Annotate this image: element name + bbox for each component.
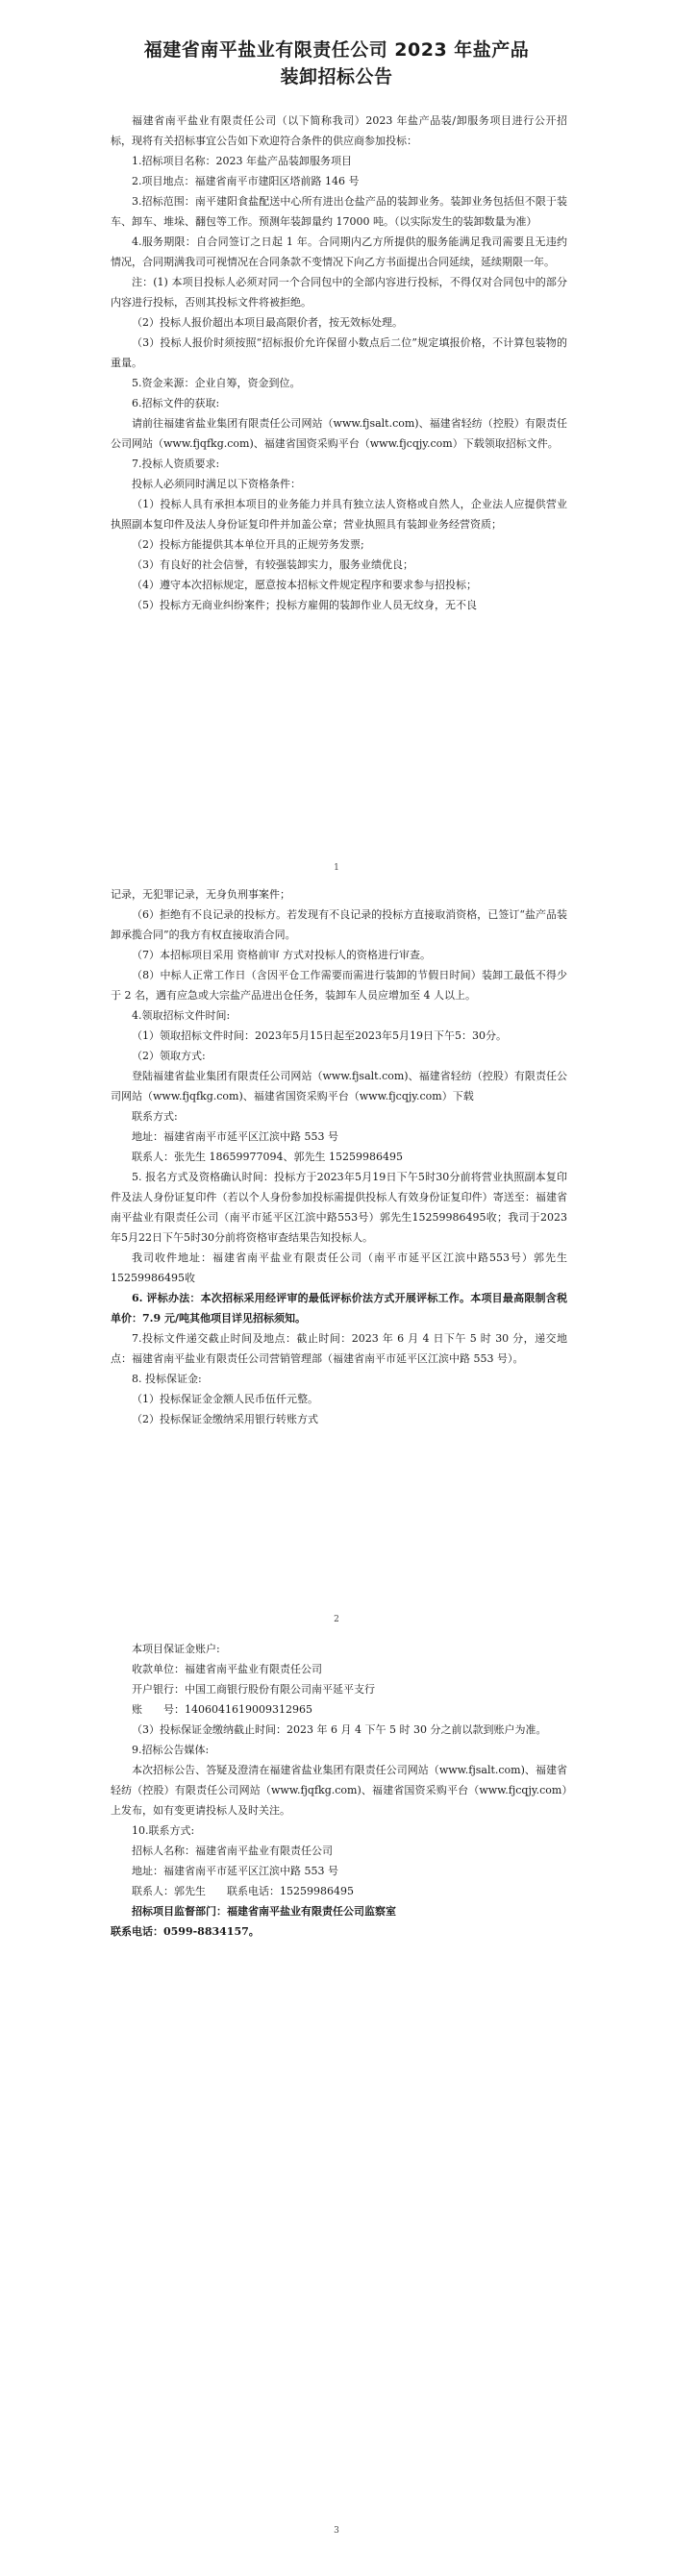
paragraph: （3）投标保证金缴纳截止时间：2023 年 6 月 4 下午 5 时 30 分之前以款到账户为准。 xyxy=(132,1723,547,1736)
paragraph: （7）本招标项目采用 资格前审 方式对投标人的资格进行审查。 xyxy=(132,949,431,961)
page-number: 1 xyxy=(334,863,339,873)
document-header xyxy=(0,37,673,90)
paragraph: （3）有良好的社会信誉，有较强装卸实力，服务业绩优良； xyxy=(132,558,413,571)
paragraph: 请前往福建省盐业集团有限责任公司网站（www.fjsalt.com)、福建省轻纺（控股）有限责任公司网站（www.fjqfkg.com)、福建省国资采购平台（www.fjcqjy.com）下载领取招标文件。 xyxy=(111,417,567,450)
page-1-body xyxy=(111,111,567,615)
paragraph: （1）投标保证金金额人民币伍仟元整。 xyxy=(132,1393,318,1405)
paragraph: 开户银行：中国工商银行股份有限公司南平延平支行 xyxy=(132,1683,375,1696)
paragraph: （5）投标方无商业纠纷案件；投标方雇佣的装卸作业人员无纹身，无不良 xyxy=(132,599,477,611)
paragraph: 招标人名称：福建省南平盐业有限责任公司 xyxy=(132,1845,333,1857)
paragraph: 4.领取招标文件时间: xyxy=(132,1009,231,1022)
paragraph: 记录，无犯罪记录，无身负刑事案件； xyxy=(111,888,290,901)
document-title-line2: 装卸招标公告 xyxy=(280,66,393,87)
paragraph: 地址：福建省南平市延平区江滨中路 553 号 xyxy=(132,1865,338,1877)
page-3-body xyxy=(111,1639,567,1942)
paragraph: （2）投标方能提供其本单位开具的正规劳务发票; xyxy=(132,538,364,551)
paragraph: 我司收件地址：福建省南平盐业有限责任公司（南平市延平区江滨中路553号）郭先生15259986495收 xyxy=(111,1251,567,1284)
paragraph: 2.项目地点：福建省南平市建阳区塔前路 146 号 xyxy=(132,175,360,187)
paragraph: 地址：福建省南平市延平区江滨中路 553 号 xyxy=(132,1130,338,1143)
paragraph: 招标项目监督部门：福建省南平盐业有限责任公司监察室 xyxy=(132,1905,396,1918)
paragraph: 收款单位：福建省南平盐业有限责任公司 xyxy=(132,1663,322,1675)
paragraph: 3.招标范围：南平建阳食盐配送中心所有进出仓盐产品的装卸业务。装卸业务包括但不限于装车、卸车、堆垛、翻包等工作。预测年装卸量约 17000 吨。（以实际发生的装卸数量为准） xyxy=(111,195,567,228)
paragraph: 本次招标公告、答疑及澄清在福建省盐业集团有限责任公司网站（www.fjsalt.com)、福建省轻纺（控股）有限责任公司网站（www.fjqfkg.com)、福建省国资采购平台（www.fjcqjy.com）上发布，如有变更请投标人及时关注。 xyxy=(111,1764,567,1817)
paragraph: 注：(1) 本项目投标人必须对同一个合同包中的全部内容进行投标，不得仅对合同包中的部分内容进行投标，否则其投标文件将被拒绝。 xyxy=(111,276,567,309)
paragraph: 联系人：郭先生 联系电话：15259986495 xyxy=(132,1885,354,1897)
paragraph: （4）遵守本次招标规定，愿意按本招标文件规定程序和要求参与招投标； xyxy=(132,579,477,591)
paragraph: （8）中标人正常工作日（含因平仓工作需要而需进行装卸的节假日时间）装卸工最低不得少于 2 名，遇有应急或大宗盐产品进出仓任务，装卸车人员应增加至 4 人以上。 xyxy=(111,969,567,1002)
paragraph: 本项目保证金账户: xyxy=(132,1643,220,1655)
paragraph: 6.招标文件的获取: xyxy=(132,397,220,409)
paragraph: （1）投标人具有承担本项目的业务能力并具有独立法人资格或自然人，企业法人应提供营业执照副本复印件及法人身份证复印件并加盖公章；营业执照具有装卸业务经营资质； xyxy=(111,498,567,531)
page-number: 2 xyxy=(334,1615,339,1624)
paragraph: 4.服务期限：自合同签订之日起 1 年。合同期内乙方所提供的服务能满足我司需要且无违约情况，合同期满我司可视情况在合同条款不变情况下向乙方书面提出合同延续，延续期限一年。 xyxy=(111,235,567,268)
paragraph: 联系电话：0599-8834157。 xyxy=(111,1925,260,1938)
page-number: 3 xyxy=(334,2526,339,2536)
paragraph: 5.资金来源：企业自筹，资金到位。 xyxy=(132,377,301,389)
paragraph: 8. 投标保证金: xyxy=(132,1373,202,1385)
page-2-body xyxy=(111,884,567,1429)
paragraph: 投标人必须同时满足以下资格条件： xyxy=(132,478,301,490)
paragraph: （6）拒绝有不良记录的投标方。若发现有不良记录的投标方直接取消资格，已签订“盐产品装卸承揽合同”的我方有权直接取消合同。 xyxy=(111,908,567,941)
document-title-line1: 福建省南平盐业有限责任公司 2023 年盐产品 xyxy=(143,39,530,61)
paragraph: 登陆福建省盐业集团有限责任公司网站（www.fjsalt.com)、福建省轻纺（控股）有限责任公司网站（www.fjqfkg.com)、福建省国资采购平台（www.fjcqjy.com）下载 xyxy=(111,1070,567,1102)
paragraph: 7.投标文件递交截止时间及地点：截止时间：2023 年 6 月 4 日下午 5 时 30 分，递交地点：福建省南平盐业有限责任公司营销管理部（福建省南平市延平区江滨中路 553 号）。 xyxy=(111,1332,567,1365)
paragraph: 10.联系方式: xyxy=(132,1824,195,1837)
paragraph: 联系人：张先生 18659977094、郭先生 15259986495 xyxy=(132,1151,403,1163)
paragraph: 福建省南平盐业有限责任公司（以下简称我司）2023 年盐产品装/卸服务项目进行公开招标，现将有关招标事宜公告如下欢迎符合条件的供应商参加投标： xyxy=(111,114,567,147)
paragraph: （1）领取招标文件时间：2023年5月15日起至2023年5月19日下午5：30分。 xyxy=(132,1029,507,1042)
paragraph: （3）投标人报价时须按照“招标报价允许保留小数点后二位”规定填报价格，不计算包装物的重量。 xyxy=(111,336,567,369)
paragraph: 6. 评标办法：本次招标采用经评审的最低评标价法方式开展评标工作。本项目最高限制含税单价：7.9 元/吨其他项目详见招标须知。 xyxy=(111,1292,567,1325)
paragraph: 联系方式: xyxy=(132,1110,178,1123)
paragraph: 9.招标公告媒体: xyxy=(132,1744,210,1756)
paragraph: 账 号：1406041619009312965 xyxy=(132,1703,312,1716)
paragraph: （2）投标人报价超出本项目最高限价者，按无效标处理。 xyxy=(132,316,403,329)
paragraph: （2）投标保证金缴纳采用银行转账方式 xyxy=(132,1413,318,1425)
paragraph: 7.投标人资质要求: xyxy=(132,458,220,470)
paragraph: 1.招标项目名称：2023 年盐产品装卸服务项目 xyxy=(132,155,352,167)
paragraph: （2）领取方式: xyxy=(132,1050,206,1062)
paragraph: 5. 报名方式及资格确认时间：投标方于2023年5月19日下午5时30分前将营业执照副本复印件及法人身份证复印件（若以个人身份参加投标需提供投标人有效身份证复印件）寄送至：福建省南平盐业有限责任公司（南平市延平区江滨中路553号）郭先生15259986495收；我司于2023年5月22日下午5时30分前将资格审查结果告知投标人。 xyxy=(111,1171,567,1244)
